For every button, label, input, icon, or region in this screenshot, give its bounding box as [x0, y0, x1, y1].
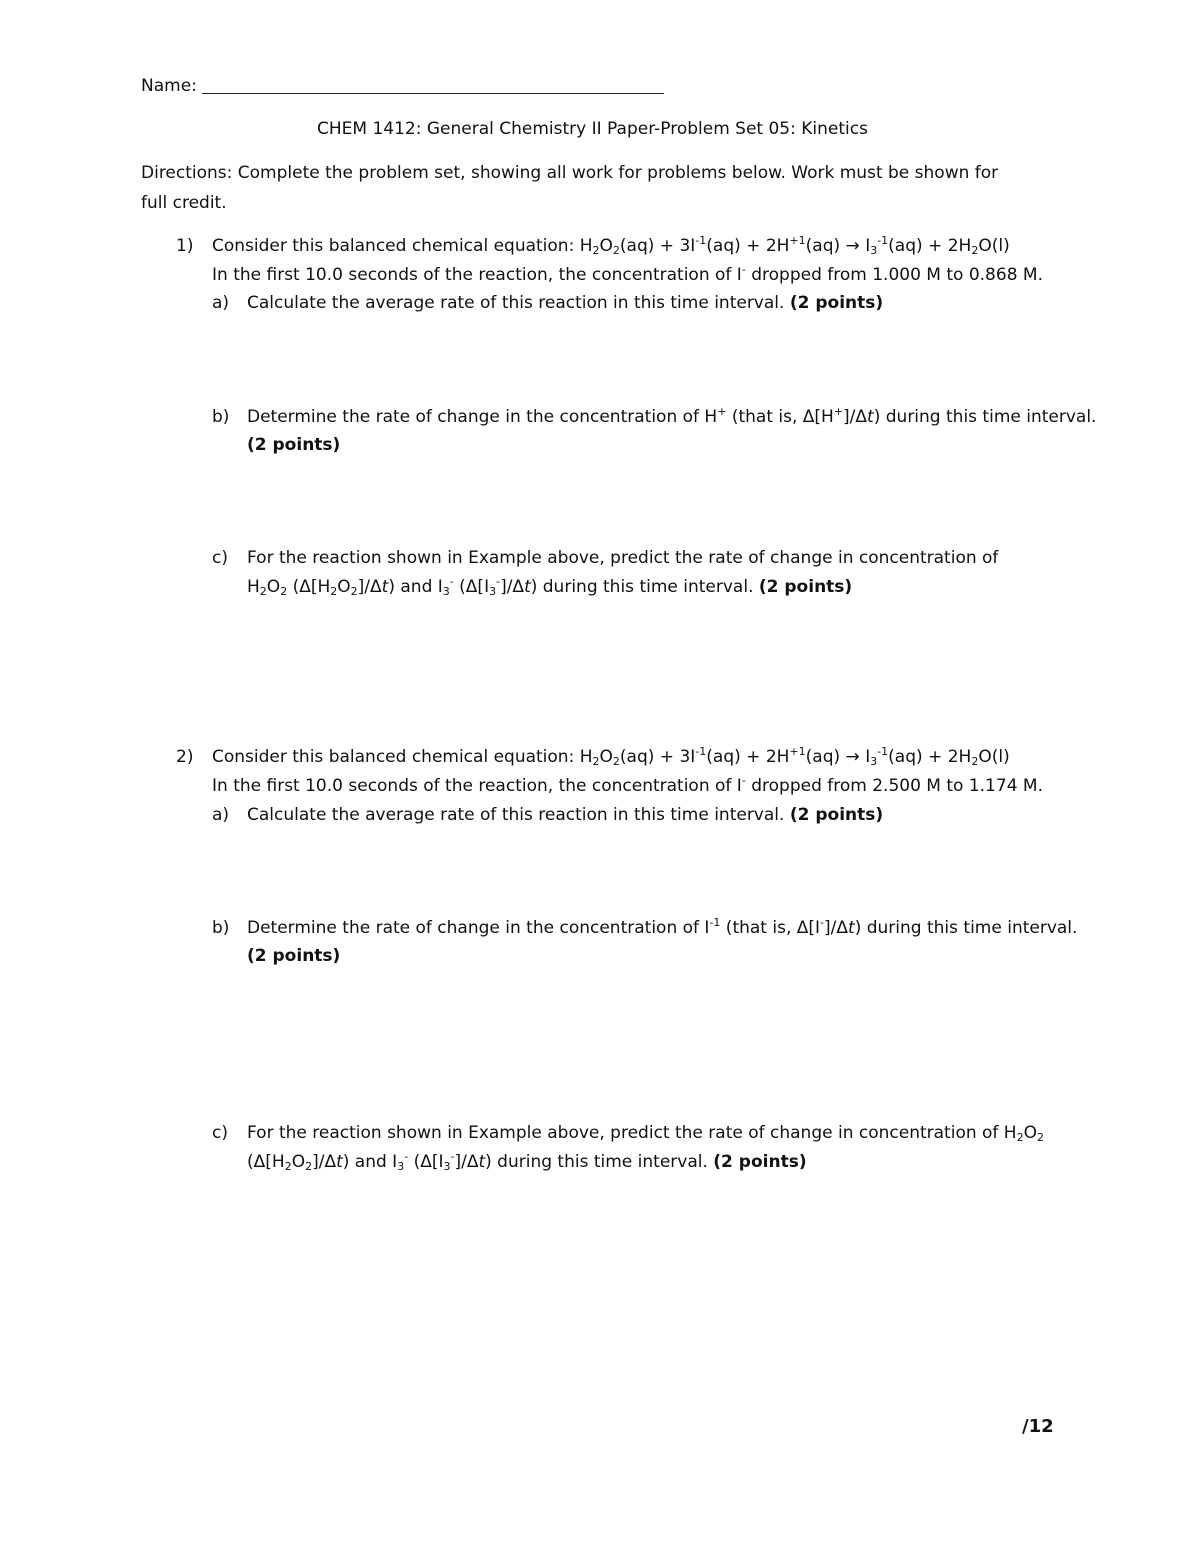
problem-2c-line-1: For the reaction shown in Example above, predict the rate of change in concentration of $H_2O_2$	[247, 1123, 1044, 1144]
problem-1c-line-2: $H_2O_2$ $(\Delta[H_2O_2]/\Delta t)$ and $I_3^-$ $(\Delta[I_3^-]/\Delta t)$ during this time interval. (2 points)	[247, 575, 853, 598]
points-badge: (2 points)	[713, 1152, 807, 1172]
problem-1b-text: Determine the rate of change in the concentration of H+ (that is, Δ[H+]/Δt) during this time interval.	[247, 405, 1097, 427]
problem-1c-line-1: For the reaction shown in Example above, predict the rate of change in concentration of	[247, 548, 999, 568]
name-field[interactable]	[141, 75, 664, 99]
points-badge: (2 points)	[247, 946, 341, 966]
problem-1a-letter: a)	[212, 293, 230, 313]
problem-2-number: 2)	[176, 747, 194, 767]
points-badge: (2 points)	[758, 577, 853, 597]
problem-1-given: In the first 10.0 seconds of the reaction, the concentration of I- dropped from 1.000 M to 0.868 M.	[212, 263, 1043, 285]
score-total: /12	[1022, 1416, 1054, 1437]
problem-2c-letter: c)	[212, 1123, 228, 1143]
points-badge: (2 points)	[789, 293, 884, 313]
points-badge: (2 points)	[247, 435, 341, 455]
directions-line-2: full credit.	[141, 193, 227, 213]
problem-1c-letter: c)	[212, 548, 228, 568]
problem-1-number: 1)	[176, 236, 194, 256]
directions-line-1: Directions: Complete the problem set, showing all work for problems below. Work must be shown for	[141, 163, 999, 183]
problem-1a-text: Calculate the average rate of this reaction in this time interval. (2 points)	[247, 293, 884, 313]
problem-1b-letter: b)	[212, 407, 230, 427]
problem-2b-text: Determine the rate of change in the concentration of $I^{-1}$ (that is, Δ[I-]/Δt) during this time interval.	[247, 916, 1078, 938]
problem-2-equation: Consider this balanced chemical equation: $H_2O_2(aq) + 3I^{-1}(aq) + 2H^{+1}(aq) \to I_3^{-1}(aq) + 2H_2O(l)$	[212, 745, 1010, 768]
name-label: Name:	[141, 76, 197, 96]
problem-2a-text: Calculate the average rate of this reaction in this time interval. (2 points)	[247, 805, 884, 825]
problem-2-given: In the first 10.0 seconds of the reaction, the concentration of I- dropped from 2.500 M to 1.174 M.	[212, 774, 1043, 796]
problem-2b-letter: b)	[212, 918, 230, 938]
points-badge: (2 points)	[789, 805, 884, 825]
name-line: _______________________________________________________________________	[202, 80, 664, 95]
problem-2a-letter: a)	[212, 805, 230, 825]
problem-1-equation: Consider this balanced chemical equation: $H_2O_2(aq) + 3I^{-1}(aq) + 2H^{+1}(aq) \to I_3^{-1}(aq) + 2H_2O(l)$	[212, 234, 1010, 257]
problem-2c-line-2: $(\Delta[H_2O_2]/\Delta t)$ and $I_3^-$ $(\Delta[I_3^-]/\Delta t)$ during this time interval. (2 points)	[247, 1150, 807, 1173]
page-title: CHEM 1412: General Chemistry II Paper-Problem Set 05: Kinetics	[317, 119, 868, 139]
